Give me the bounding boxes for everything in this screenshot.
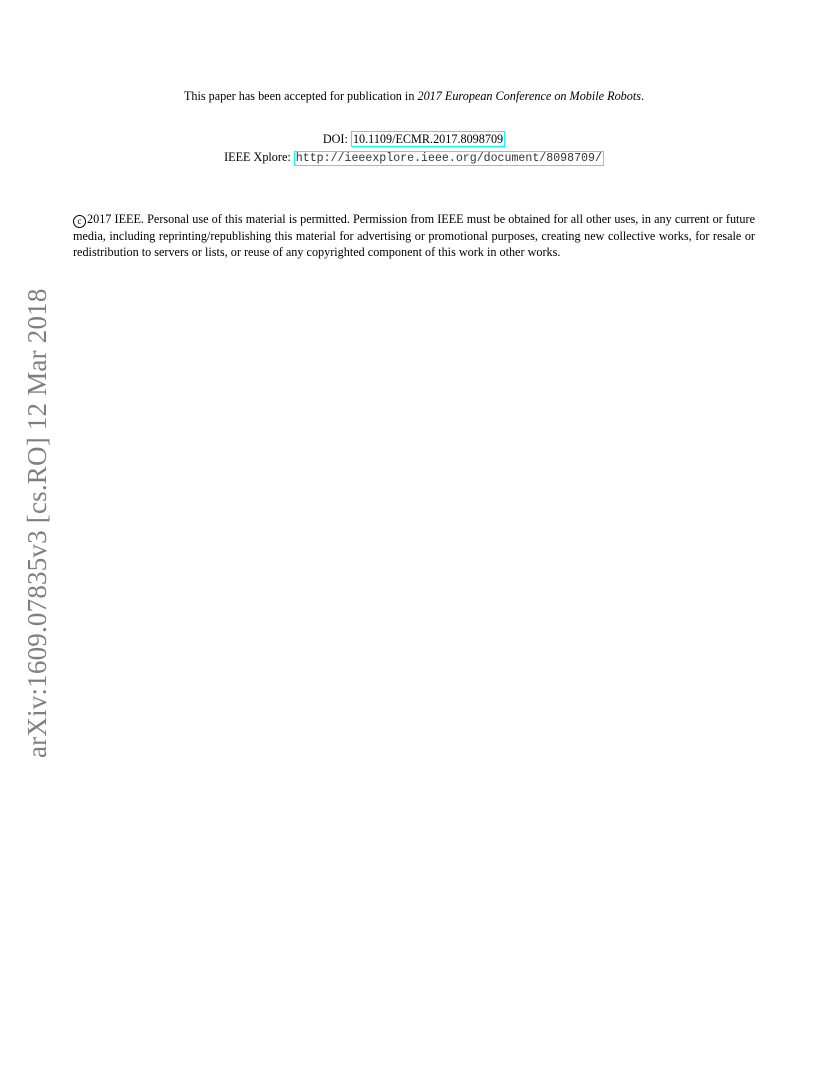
ieee-xplore-line <box>0 150 828 166</box>
ieee-xplore-label: IEEE Xplore: <box>224 150 294 164</box>
acceptance-suffix: . <box>640 89 645 103</box>
conference-name: 2017 European Conference on Mobile Robots <box>417 89 641 103</box>
doi-line <box>0 132 828 146</box>
acceptance-prefix: This paper has been accepted for publication in <box>183 89 418 103</box>
copyright-notice <box>73 211 755 260</box>
acceptance-notice <box>0 89 828 103</box>
arxiv-identifier-stamp: arXiv:1609.07835v3 [cs.RO] 12 Mar 2018 <box>22 288 52 758</box>
doi-label: DOI: <box>322 132 351 146</box>
copyright-icon: c <box>73 215 86 228</box>
copyright-text: 2017 IEEE. Personal use of this material is permitted. Permission from IEEE must be obtained for all other uses, in any current or future media, including reprinting/republishing this material for advertising or promotional purposes, creating new collective works, for resale or redistribution to servers or lists, or reuse of any copyrighted component of this work in other works. <box>73 212 755 259</box>
doi-link[interactable]: 10.1109/ECMR.2017.8098709 <box>352 132 504 146</box>
ieee-xplore-link[interactable]: http://ieeexplore.ieee.org/document/8098709/ <box>295 152 602 165</box>
